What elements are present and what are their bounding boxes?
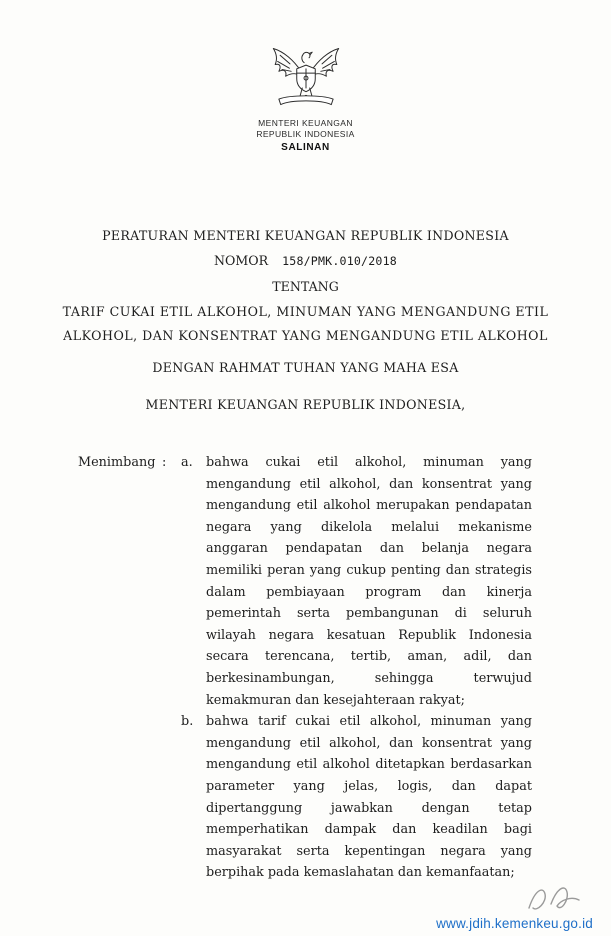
letterhead-ministry-line1: MENTERI KEUANGAN (258, 118, 353, 128)
paraf-signature-icon (521, 882, 583, 916)
regulation-heading: PERATURAN MENTERI KEUANGAN REPUBLIK INDONESIA (102, 228, 509, 243)
item-marker-a: a. (181, 455, 193, 470)
regulation-number-value: 158/PMK.010/2018 (282, 254, 397, 268)
considerations-section (0, 452, 611, 884)
title-block (0, 224, 611, 347)
copy-stamp-salinan: SALINAN (281, 142, 330, 153)
regulation-number-line (0, 249, 611, 273)
regulation-number-label: NOMOR (214, 253, 269, 268)
menimbang-label: Menimbang (78, 455, 156, 470)
item-marker-b: b. (181, 714, 194, 730)
jdih-website-link[interactable]: www.jdih.kemenkeu.go.id (436, 916, 593, 931)
garuda-pancasila-emblem-icon (269, 36, 343, 114)
regulation-subject: TARIF CUKAI ETIL ALKOHOL, MINUMAN YANG MENGANDUNG ETIL ALKOHOL, DAN KONSENTRAT YANG MENGANDUNG ETIL ALKOHOL (62, 304, 549, 343)
consideration-item-a (181, 452, 532, 711)
letterhead-ministry-line2: REPUBLIK INDONESIA (256, 129, 355, 139)
menimbang-colon: : (162, 455, 167, 470)
issuer-line: MENTERI KEUANGAN REPUBLIK INDONESIA, (145, 397, 466, 412)
about-label: TENTANG (272, 279, 339, 294)
letterhead (0, 0, 611, 154)
item-text-b: bahwa tarif cukai etil alkohol, minuman yang mengandung etil alkohol, dan konsentrat yang mengandung etil alkohol ditetapkan berdasarkan parameter yang jelas, logis, dan dapat dipertanggung jawabkan dengan tetap memperhatikan dampak dan keadilan bagi masyarakat serta kepentingan negara yang berpihak pada kemaslahatan dan kemanfaatan; (206, 714, 532, 881)
consideration-item-b (181, 711, 532, 884)
item-text-a: bahwa cukai etil alkohol, minuman yang mengandung etil alkohol, dan konsentrat yang mengandung etil alkohol merupakan pendapatan negara yang dikelola melalui mekanisme anggaran pendapatan dan belanja negara memiliki peran yang cukup penting dan strategis dalam pembiayaan program dan kinerja pemerintah serta pembangunan di seluruh wilayah negara kesatuan Republik Indonesia secara terencana, tertib, aman, adil, dan berkesinambungan, sehingga terwujud kemakmuran dan kesejahteraan rakyat; (206, 455, 532, 708)
grace-invocation: DENGAN RAHMAT TUHAN YANG MAHA ESA (152, 360, 459, 375)
considerations-list (181, 452, 532, 884)
